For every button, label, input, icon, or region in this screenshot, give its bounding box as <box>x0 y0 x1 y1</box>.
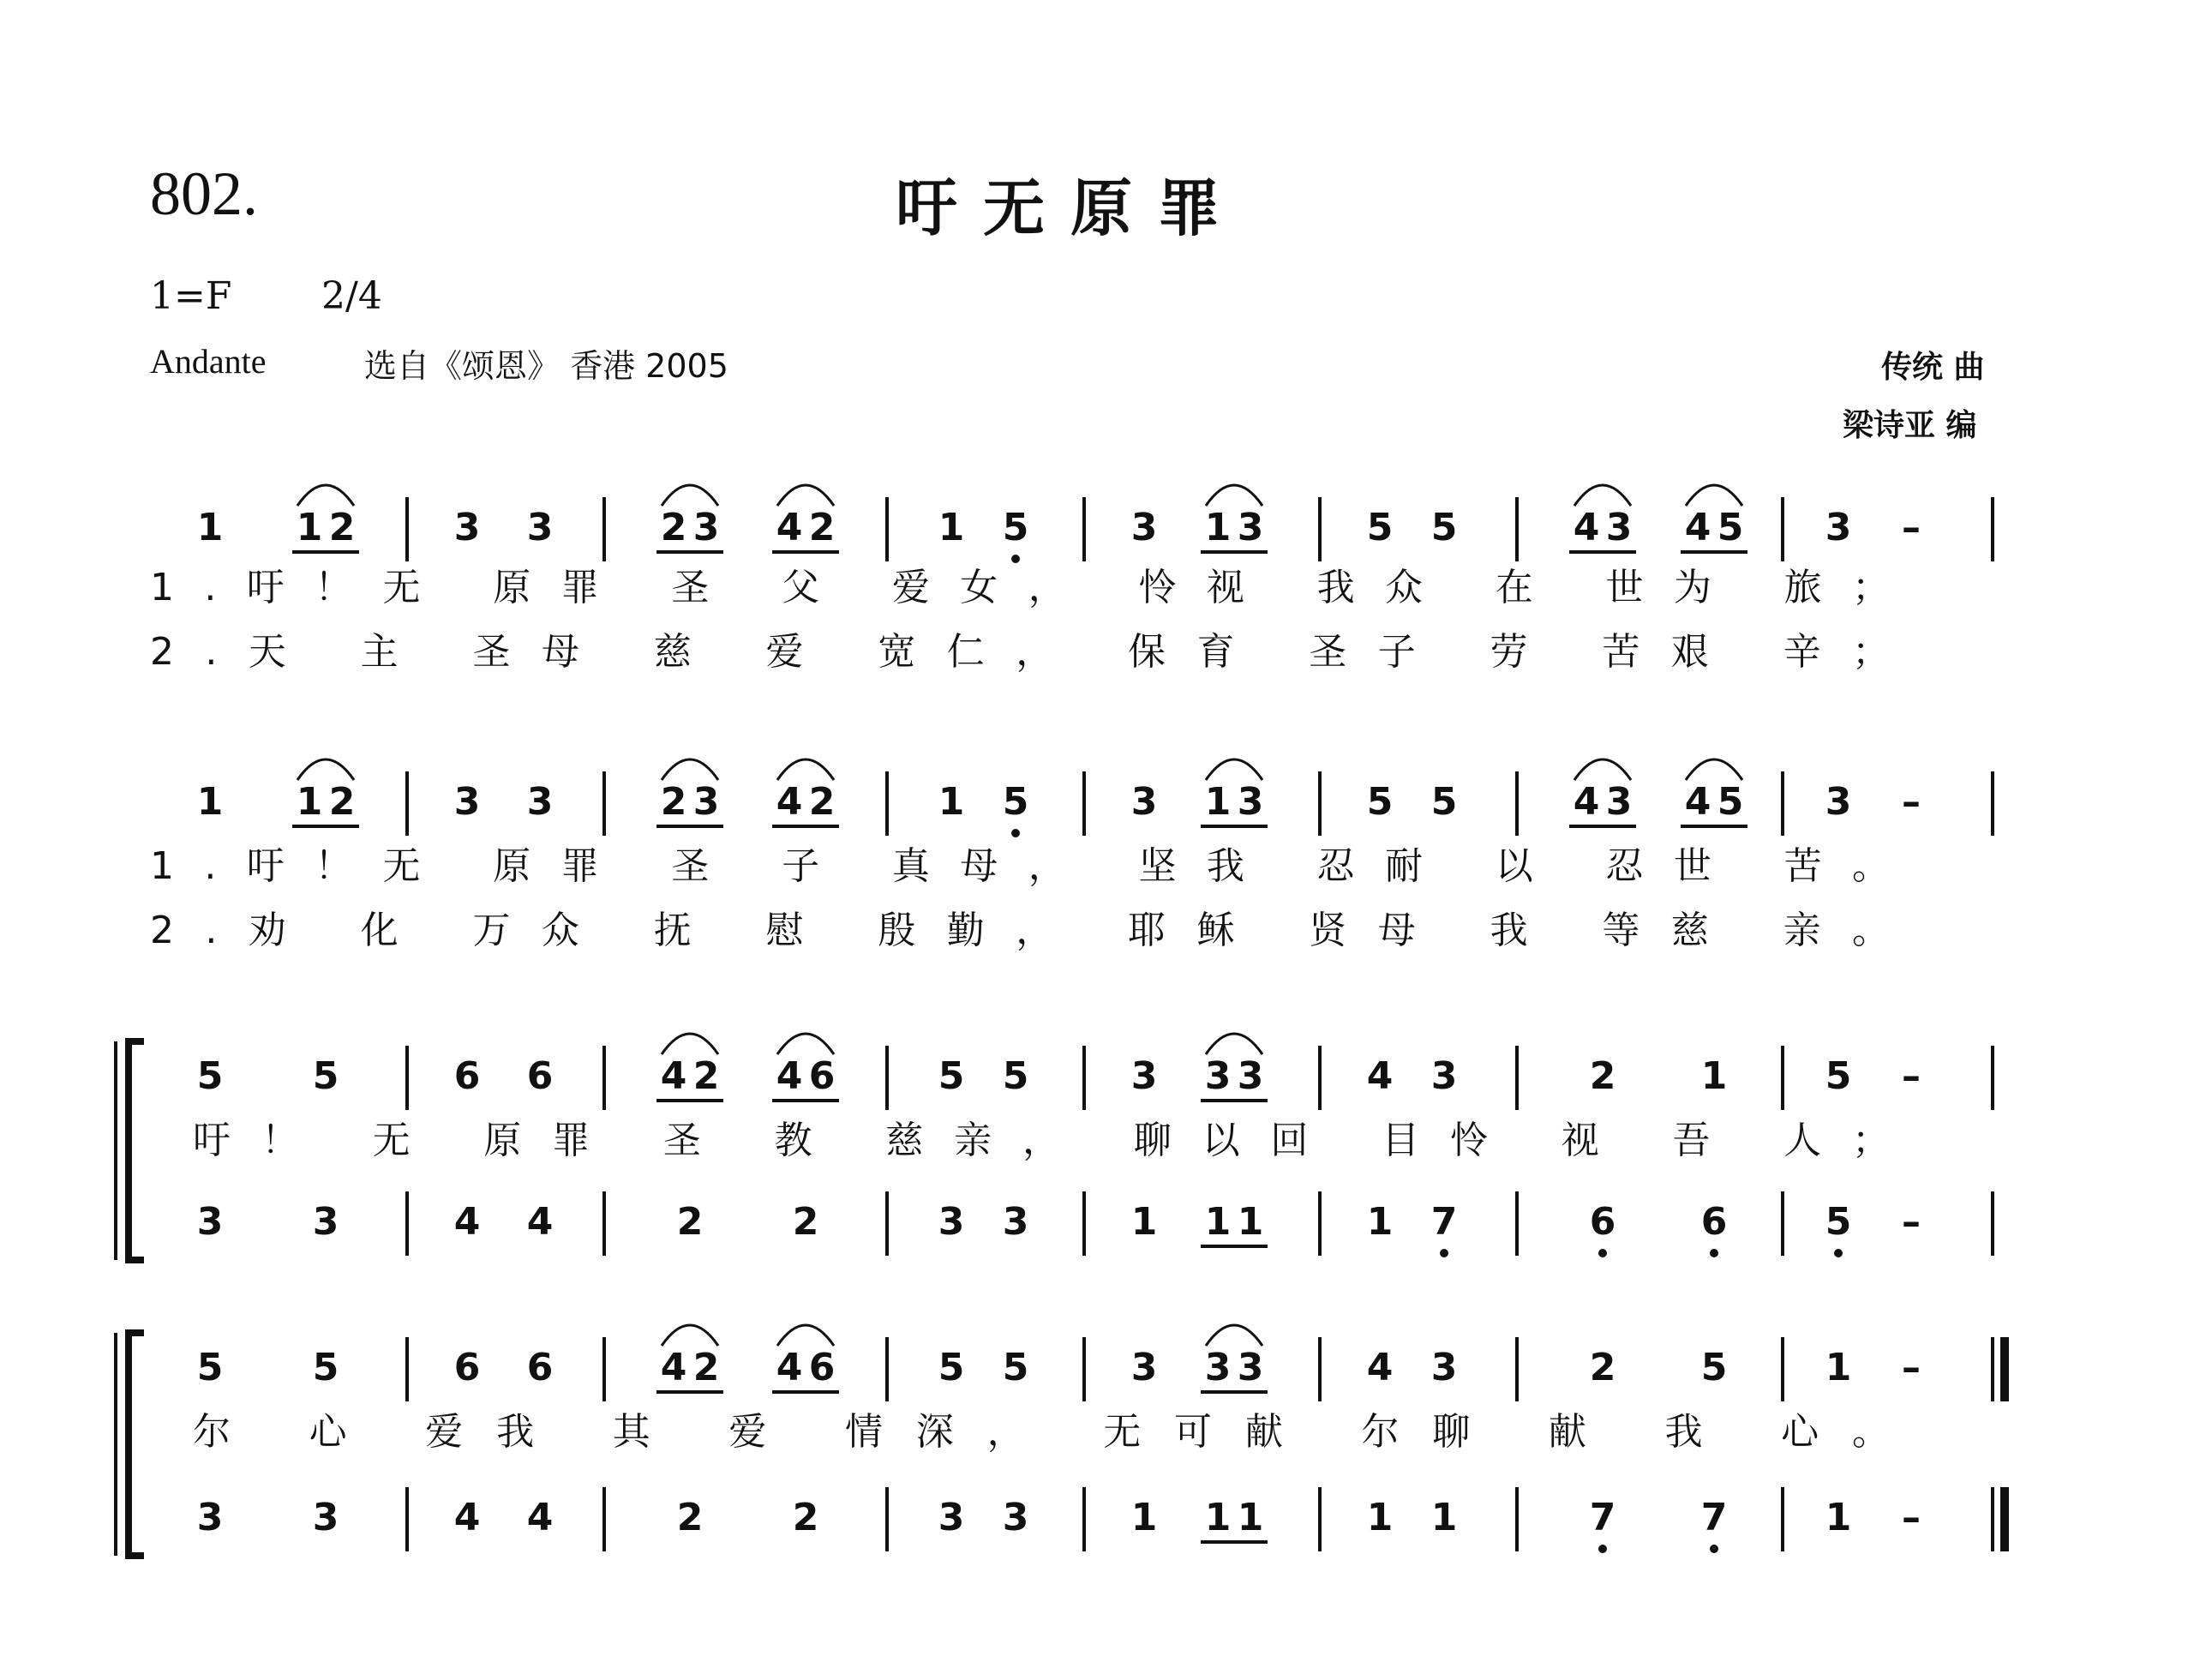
bass-note: 3 <box>938 1496 965 1539</box>
slur-mark <box>1574 485 1631 506</box>
slur-mark <box>777 1034 834 1054</box>
melody-note: 4 <box>1573 780 1600 824</box>
octave-dot <box>1834 1249 1843 1257</box>
lyric-line: 吁！ 无 原罪 圣 教 慈亲， 聊以回 目怜 视 吾 人； <box>193 1119 1890 1162</box>
melody-note: 3 <box>1204 1346 1232 1389</box>
melody-note: 5 <box>1002 1054 1029 1098</box>
lyric-line: 1.吁！无 原罪 圣 子 真母， 坚我 忍耐 以 忍世 苦。 <box>150 844 1891 888</box>
lyric-line: 2.天 主 圣母 慈 爱 宽仁， 保育 圣子 劳 苦艰 辛； <box>150 630 1891 674</box>
bass-note: 3 <box>938 1200 965 1244</box>
slur-mark <box>777 1325 834 1346</box>
hymn-number: 802. <box>150 159 258 228</box>
melody-note: 5 <box>1700 1346 1728 1389</box>
melody-note: 6 <box>808 1346 836 1389</box>
slur-mark <box>1206 1325 1262 1346</box>
bass-note: 2 <box>676 1200 704 1244</box>
melody-note: 4 <box>776 1346 803 1389</box>
melody-note: 6 <box>526 1346 554 1389</box>
melody-note: 3 <box>1204 1054 1232 1098</box>
melody-note: 5 <box>1430 506 1458 549</box>
melody-note: 2 <box>328 780 356 824</box>
time-signature: 2/4 <box>321 274 382 318</box>
melody-note: 5 <box>1717 780 1744 824</box>
bass-note: 5 <box>1825 1200 1852 1244</box>
bass-note: 1 <box>1204 1200 1232 1244</box>
tempo-marking: Andante <box>150 342 267 381</box>
system-bracket <box>129 1041 144 1260</box>
octave-dot <box>1598 1249 1607 1257</box>
bass-note: 4 <box>453 1200 481 1244</box>
melody-note: 4 <box>1684 506 1711 549</box>
melody-note: 5 <box>1366 506 1394 549</box>
bass-note: 1 <box>1366 1200 1394 1244</box>
hymn-title: 吁无原罪 <box>896 172 1246 244</box>
melody-note: 4 <box>1684 780 1711 824</box>
slur-mark <box>662 1034 718 1054</box>
composer-credit: 传统 曲 <box>1881 350 1985 385</box>
bass-note: 2 <box>792 1496 819 1539</box>
melody-note: 3 <box>1130 506 1158 549</box>
slur-mark <box>297 759 354 780</box>
melody-note: 1 <box>296 506 323 549</box>
slur-mark <box>662 759 718 780</box>
melody-note: 1 <box>1204 780 1232 824</box>
bass-note: 6 <box>1700 1200 1728 1244</box>
bass-note: 3 <box>196 1200 224 1244</box>
melody-note: 2 <box>1589 1054 1616 1098</box>
melody-note: 4 <box>1366 1346 1394 1389</box>
melody-note: – <box>1902 1054 1921 1098</box>
melody-note: 5 <box>312 1054 339 1098</box>
melody-note: 4 <box>776 780 803 824</box>
bass-note: 4 <box>526 1200 554 1244</box>
melody-note: 5 <box>1002 1346 1029 1389</box>
slur-mark <box>1686 759 1742 780</box>
melody-note: 4 <box>1366 1054 1394 1098</box>
bass-note: 3 <box>1002 1496 1029 1539</box>
melody-note: 3 <box>1237 780 1264 824</box>
slur-mark <box>662 485 718 506</box>
melody-note: 6 <box>526 1054 554 1098</box>
melody-note: 3 <box>1430 1346 1458 1389</box>
melody-note: 1 <box>938 780 965 824</box>
melody-note: 5 <box>1366 780 1394 824</box>
melody-note: 1 <box>296 780 323 824</box>
melody-note: 5 <box>196 1346 224 1389</box>
melody-note: 4 <box>660 1054 687 1098</box>
slur-mark <box>1574 759 1631 780</box>
bass-note: – <box>1902 1496 1921 1539</box>
bass-note: 7 <box>1589 1496 1616 1539</box>
key-signature: 1=F <box>150 274 232 318</box>
bass-note: 4 <box>453 1496 481 1539</box>
bass-note: – <box>1902 1200 1921 1244</box>
melody-note: 2 <box>1589 1346 1616 1389</box>
melody-note: 4 <box>660 1346 687 1389</box>
bass-note: 4 <box>526 1496 554 1539</box>
melody-note: 3 <box>526 506 554 549</box>
bass-note: 1 <box>1204 1496 1232 1539</box>
slur-mark <box>1206 485 1262 506</box>
melody-note: 2 <box>808 780 836 824</box>
bass-note: 1 <box>1237 1200 1264 1244</box>
melody-note: 5 <box>196 1054 224 1098</box>
bass-note: 1 <box>1366 1496 1394 1539</box>
slur-mark <box>297 485 354 506</box>
melody-note: 3 <box>1130 1054 1158 1098</box>
melody-note: 4 <box>776 506 803 549</box>
bass-note: 3 <box>312 1200 339 1244</box>
melody-note: 3 <box>1605 780 1633 824</box>
melody-note: 5 <box>1430 780 1458 824</box>
melody-note: 3 <box>1130 780 1158 824</box>
melody-note: 1 <box>938 506 965 549</box>
bass-note: 7 <box>1430 1200 1458 1244</box>
melody-note: 5 <box>1717 506 1744 549</box>
bass-note: 2 <box>792 1200 819 1244</box>
bass-note: 1 <box>1825 1496 1852 1539</box>
source-note: 选自《颂恩》 香港 2005 <box>364 347 728 385</box>
melody-note: 3 <box>692 780 720 824</box>
melody-note: – <box>1902 1346 1921 1389</box>
octave-dot <box>1011 555 1020 563</box>
melody-note: – <box>1902 506 1921 549</box>
melody-note: 3 <box>1825 506 1852 549</box>
melody-note: 5 <box>1002 780 1029 824</box>
melody-note: 3 <box>1237 1346 1264 1389</box>
melody-note: 3 <box>1130 1346 1158 1389</box>
melody-note: 3 <box>1825 780 1852 824</box>
melody-note: 3 <box>453 506 481 549</box>
octave-dot <box>1710 1545 1718 1553</box>
slur-mark <box>1206 759 1262 780</box>
melody-note: – <box>1902 780 1921 824</box>
bass-note: 1 <box>1130 1200 1158 1244</box>
melody-note: 6 <box>808 1054 836 1098</box>
melody-note: 5 <box>312 1346 339 1389</box>
melody-note: 5 <box>938 1054 965 1098</box>
slur-mark <box>1686 485 1742 506</box>
melody-note: 6 <box>453 1346 481 1389</box>
melody-note: 2 <box>660 780 687 824</box>
melody-note: 4 <box>776 1054 803 1098</box>
melody-note: 3 <box>453 780 481 824</box>
melody-note: 1 <box>196 780 224 824</box>
lyric-line: 尔 心 爱我 其 爱 情深， 无可献 尔聊 献 我 心。 <box>193 1410 1890 1454</box>
arranger-credit: 梁诗亚 编 <box>1843 408 1977 443</box>
melody-note: 1 <box>196 506 224 549</box>
slur-mark <box>777 485 834 506</box>
bass-note: 1 <box>1237 1496 1264 1539</box>
bass-note: 7 <box>1700 1496 1728 1539</box>
melody-note: 2 <box>692 1346 720 1389</box>
melody-note: 2 <box>660 506 687 549</box>
lyric-line: 2.劝 化 万众 抚 慰 殷勤， 耶稣 贤母 我 等慈 亲。 <box>150 909 1891 952</box>
octave-dot <box>1710 1249 1718 1257</box>
melody-note: 5 <box>938 1346 965 1389</box>
bass-note: 6 <box>1589 1200 1616 1244</box>
octave-dot <box>1598 1545 1607 1553</box>
bass-note: 2 <box>676 1496 704 1539</box>
melody-note: 2 <box>328 506 356 549</box>
melody-note: 3 <box>692 506 720 549</box>
melody-note: 5 <box>1825 1054 1852 1098</box>
system-bracket <box>129 1333 144 1556</box>
octave-dot <box>1011 829 1020 837</box>
melody-note: 3 <box>526 780 554 824</box>
melody-note: 5 <box>1002 506 1029 549</box>
melody-note: 3 <box>1605 506 1633 549</box>
melody-note: 1 <box>1825 1346 1852 1389</box>
slur-mark <box>1206 1034 1262 1054</box>
melody-note: 1 <box>1700 1054 1728 1098</box>
melody-note: 2 <box>808 506 836 549</box>
melody-note: 4 <box>1573 506 1600 549</box>
bass-note: 3 <box>312 1496 339 1539</box>
octave-dot <box>1440 1249 1448 1257</box>
melody-note: 1 <box>1204 506 1232 549</box>
melody-note: 6 <box>453 1054 481 1098</box>
bass-note: 3 <box>1002 1200 1029 1244</box>
melody-note: 2 <box>692 1054 720 1098</box>
lyric-line: 1.吁！无 原罪 圣 父 爱女， 怜视 我众 在 世为 旅； <box>150 566 1891 609</box>
slur-mark <box>777 759 834 780</box>
bass-note: 3 <box>196 1496 224 1539</box>
melody-note: 3 <box>1237 506 1264 549</box>
bass-note: 1 <box>1430 1496 1458 1539</box>
bass-note: 1 <box>1130 1496 1158 1539</box>
slur-mark <box>662 1325 718 1346</box>
melody-note: 3 <box>1237 1054 1264 1098</box>
melody-note: 3 <box>1430 1054 1458 1098</box>
